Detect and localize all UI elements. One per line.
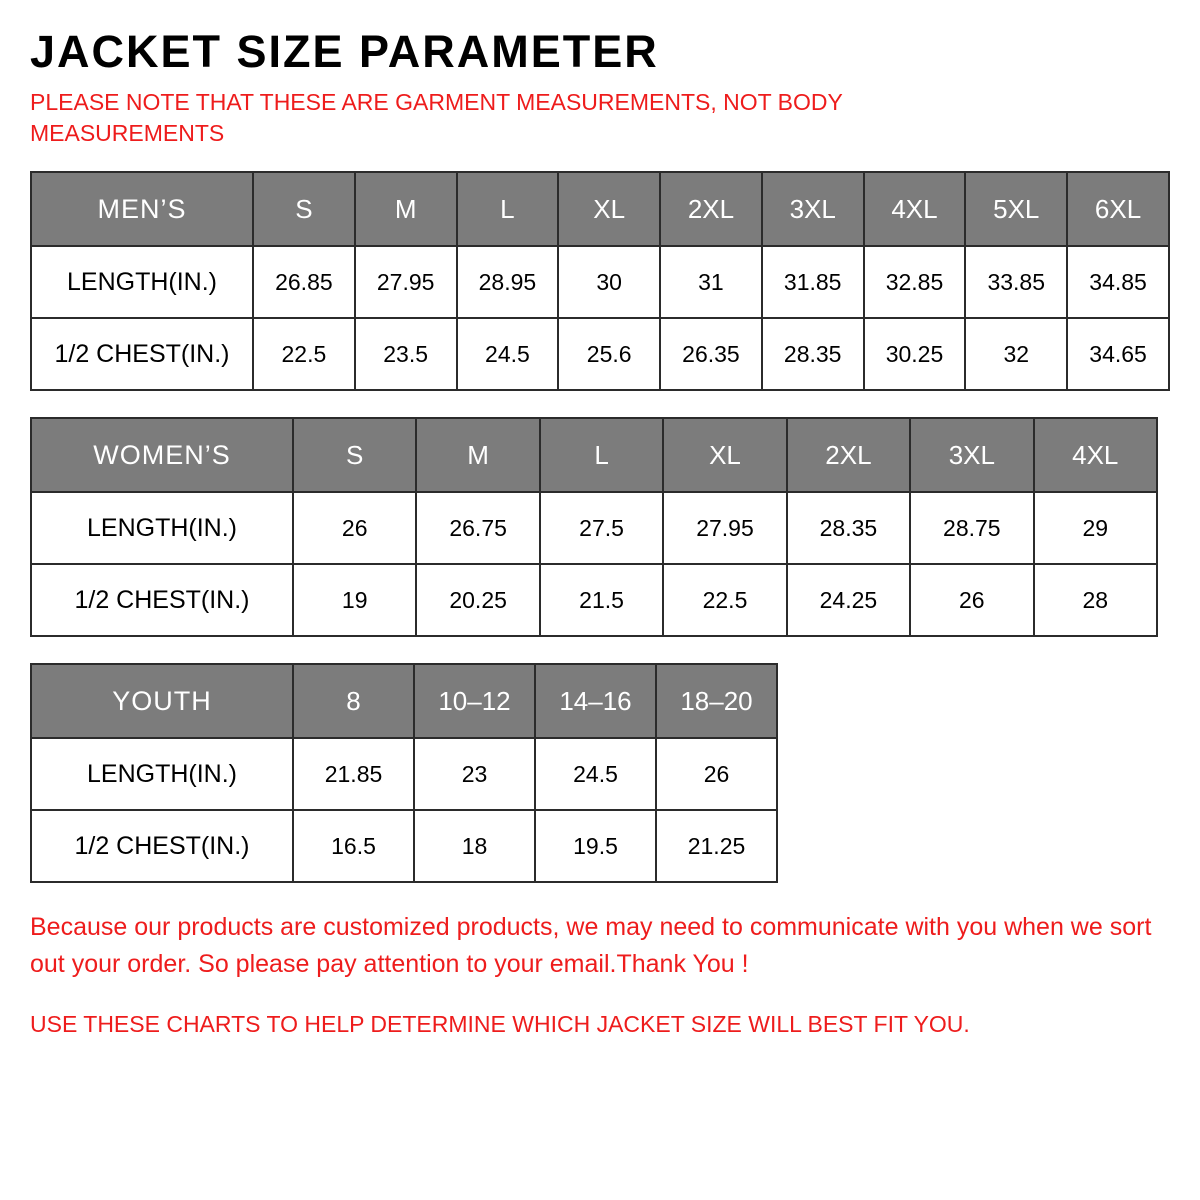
table-cell: 26	[910, 564, 1033, 636]
table-cell: 24.5	[457, 318, 559, 390]
table-cell: 27.95	[663, 492, 786, 564]
table-header-cell: XL	[663, 418, 786, 492]
table-header-cell: 8	[293, 664, 414, 738]
table-cell: 34.85	[1067, 246, 1169, 318]
table-cell: 21.25	[656, 810, 777, 882]
page-title: JACKET SIZE PARAMETER	[30, 26, 659, 77]
measurement-note: PLEASE NOTE THAT THESE ARE GARMENT MEASUREMENTS, NOT BODY MEASUREMENTS	[30, 89, 843, 147]
youth-size-table	[30, 663, 778, 883]
chart-usage-note: USE THESE CHARTS TO HELP DETERMINE WHICH JACKET SIZE WILL BEST FIT YOU.	[30, 1010, 970, 1037]
row-label: LENGTH(IN.)	[31, 492, 293, 564]
table-cell: 27.5	[540, 492, 663, 564]
table-cell: 28.35	[787, 492, 910, 564]
table-cell: 19	[293, 564, 416, 636]
table-cell: 32	[965, 318, 1067, 390]
table-cell: 21.85	[293, 738, 414, 810]
table-header-cell: S	[253, 172, 355, 246]
row-label: LENGTH(IN.)	[31, 246, 253, 318]
table-header-cell: L	[457, 172, 559, 246]
table-cell: 31	[660, 246, 762, 318]
table-cell: 30	[558, 246, 660, 318]
table-header-cell: L	[540, 418, 663, 492]
table-cell: 18	[414, 810, 535, 882]
table-row	[31, 564, 1157, 636]
table-header-cell: MEN’S	[31, 172, 253, 246]
table-cell: 26	[293, 492, 416, 564]
table-cell: 23	[414, 738, 535, 810]
table-row	[31, 738, 777, 810]
table-cell: 30.25	[864, 318, 966, 390]
table-cell: 28.95	[457, 246, 559, 318]
womens-size-table	[30, 417, 1158, 637]
table-cell: 23.5	[355, 318, 457, 390]
row-label: 1/2 CHEST(IN.)	[31, 318, 253, 390]
table-cell: 28.75	[910, 492, 1033, 564]
table-header-cell: XL	[558, 172, 660, 246]
table-header-cell: 2XL	[660, 172, 762, 246]
row-label: 1/2 CHEST(IN.)	[31, 564, 293, 636]
table-header-row	[31, 418, 1157, 492]
mens-size-table	[30, 171, 1170, 391]
table-cell: 26	[656, 738, 777, 810]
table-cell: 21.5	[540, 564, 663, 636]
table-header-cell: 6XL	[1067, 172, 1169, 246]
table-row	[31, 246, 1169, 318]
table-header-cell: YOUTH	[31, 664, 293, 738]
row-label: LENGTH(IN.)	[31, 738, 293, 810]
table-cell: 19.5	[535, 810, 656, 882]
table-header-cell: 3XL	[762, 172, 864, 246]
table-header-row	[31, 172, 1169, 246]
table-row	[31, 492, 1157, 564]
table-header-cell: 5XL	[965, 172, 1067, 246]
table-cell: 22.5	[663, 564, 786, 636]
table-cell: 24.25	[787, 564, 910, 636]
row-label: 1/2 CHEST(IN.)	[31, 810, 293, 882]
table-cell: 26.35	[660, 318, 762, 390]
table-header-cell: WOMEN’S	[31, 418, 293, 492]
table-cell: 16.5	[293, 810, 414, 882]
table-cell: 27.95	[355, 246, 457, 318]
table-cell: 32.85	[864, 246, 966, 318]
table-cell: 22.5	[253, 318, 355, 390]
table-header-cell: 18–20	[656, 664, 777, 738]
table-header-cell: 3XL	[910, 418, 1033, 492]
table-cell: 20.25	[416, 564, 539, 636]
table-cell: 31.85	[762, 246, 864, 318]
table-cell: 25.6	[558, 318, 660, 390]
table-header-cell: 4XL	[864, 172, 966, 246]
table-cell: 34.65	[1067, 318, 1169, 390]
table-header-row	[31, 664, 777, 738]
table-cell: 26.85	[253, 246, 355, 318]
table-header-cell: M	[416, 418, 539, 492]
table-header-cell: 2XL	[787, 418, 910, 492]
table-cell: 29	[1034, 492, 1157, 564]
table-cell: 28.35	[762, 318, 864, 390]
table-cell: 24.5	[535, 738, 656, 810]
table-row	[31, 318, 1169, 390]
table-header-cell: 10–12	[414, 664, 535, 738]
table-row	[31, 810, 777, 882]
table-header-cell: M	[355, 172, 457, 246]
table-header-cell: S	[293, 418, 416, 492]
table-cell: 28	[1034, 564, 1157, 636]
table-header-cell: 14–16	[535, 664, 656, 738]
customization-note: Because our products are customized products, we may need to communicate with you when we sort out your order. So please pay attention to your email.Thank You !	[30, 913, 1152, 978]
table-cell: 26.75	[416, 492, 539, 564]
table-header-cell: 4XL	[1034, 418, 1157, 492]
table-cell: 33.85	[965, 246, 1067, 318]
